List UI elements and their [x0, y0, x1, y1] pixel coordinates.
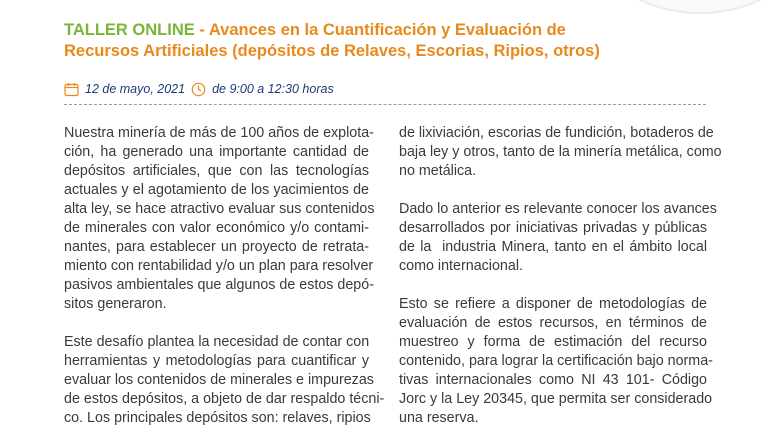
text-line: evaluar los contenidos de minerales e impurezas	[64, 372, 374, 388]
text-line: Dado lo anterior es relevante conocer los avances	[399, 201, 717, 217]
text-line: de lixiviación, escorias de fundición, botaderos de	[399, 125, 714, 141]
text-line: de minerales con valor económico y/o contami-	[64, 220, 369, 236]
paragraph-2	[64, 333, 385, 428]
text-line: sitos generaron.	[64, 296, 167, 312]
clock-icon	[191, 82, 206, 97]
text-line: de la industria Minera, tanto en el ámbito local	[399, 239, 707, 255]
text-line: una reserva.	[399, 410, 479, 426]
text-line: depósitos artificiales, que con las tecnologías	[64, 163, 369, 179]
text-line: Esto se refiere a disponer de metodologías de	[399, 296, 707, 312]
paragraph-5	[399, 295, 713, 428]
calendar-icon	[64, 82, 79, 97]
paragraph-3	[399, 124, 722, 181]
text-line: no metálica.	[399, 163, 477, 179]
title-line-2: Recursos Artificiales (depósitos de Relaves, Escorias, Ripios, otros)	[64, 42, 600, 60]
text-line: alta ley, se hace atractivo evaluar sus contenidos	[64, 201, 375, 217]
text-line: actuales y el agotamiento de los yacimientos de	[64, 182, 369, 198]
event-date: 12 de mayo, 2021	[85, 82, 186, 96]
body-column-right	[399, 124, 722, 428]
text-line: herramientas y metodologías para cuantificar y	[64, 353, 369, 369]
text-line: Jorc y la Ley 20345, que permita ser considerado	[399, 391, 713, 407]
text-line: como internacional.	[399, 258, 523, 274]
body-column-left	[64, 124, 385, 428]
text-line: ción, ha generado una importante cantidad de	[64, 144, 369, 160]
text-line: contenido, para lograr la certificación bajo norma-	[399, 353, 713, 369]
paragraph-4	[399, 200, 717, 276]
text-line: baja ley y otros, tanto de la minería metálica, como	[399, 144, 722, 160]
page-title	[64, 20, 704, 62]
event-meta	[64, 80, 334, 98]
paragraph-1	[64, 124, 375, 314]
text-line: Nuestra minería de más de 100 años de explota-	[64, 125, 374, 141]
text-line: desarrollados por iniciativas privadas y públicas	[399, 220, 707, 236]
text-line: Este desafío plantea la necesidad de contar con	[64, 334, 370, 350]
section-divider	[64, 104, 706, 105]
text-line: nantes, para establecer un proyecto de retrata-	[64, 239, 369, 255]
event-time: de 9:00 a 12:30 horas	[212, 82, 334, 96]
title-line-1: Avances en la Cuantificación y Evaluación de	[208, 21, 566, 39]
text-line: co. Los principales depósitos son: relaves, ripios	[64, 410, 371, 426]
text-line: de estos depósitos, a objeto de dar respaldo técni-	[64, 391, 385, 407]
text-line: pasivos ambientales que algunos de estos depó-	[64, 277, 374, 293]
corner-decoration	[583, 0, 769, 14]
title-lead: TALLER ONLINE	[64, 21, 195, 39]
title-separator: -	[194, 21, 209, 39]
text-line: tivas internacionales como NI 43 101- Código	[399, 372, 707, 388]
text-line: evaluación de estos recursos, en términos de	[399, 315, 707, 331]
text-line: muestreo y forma de estimación del recurso	[399, 334, 707, 350]
text-line: miento con rentabilidad y/o un plan para resolver	[64, 258, 374, 274]
